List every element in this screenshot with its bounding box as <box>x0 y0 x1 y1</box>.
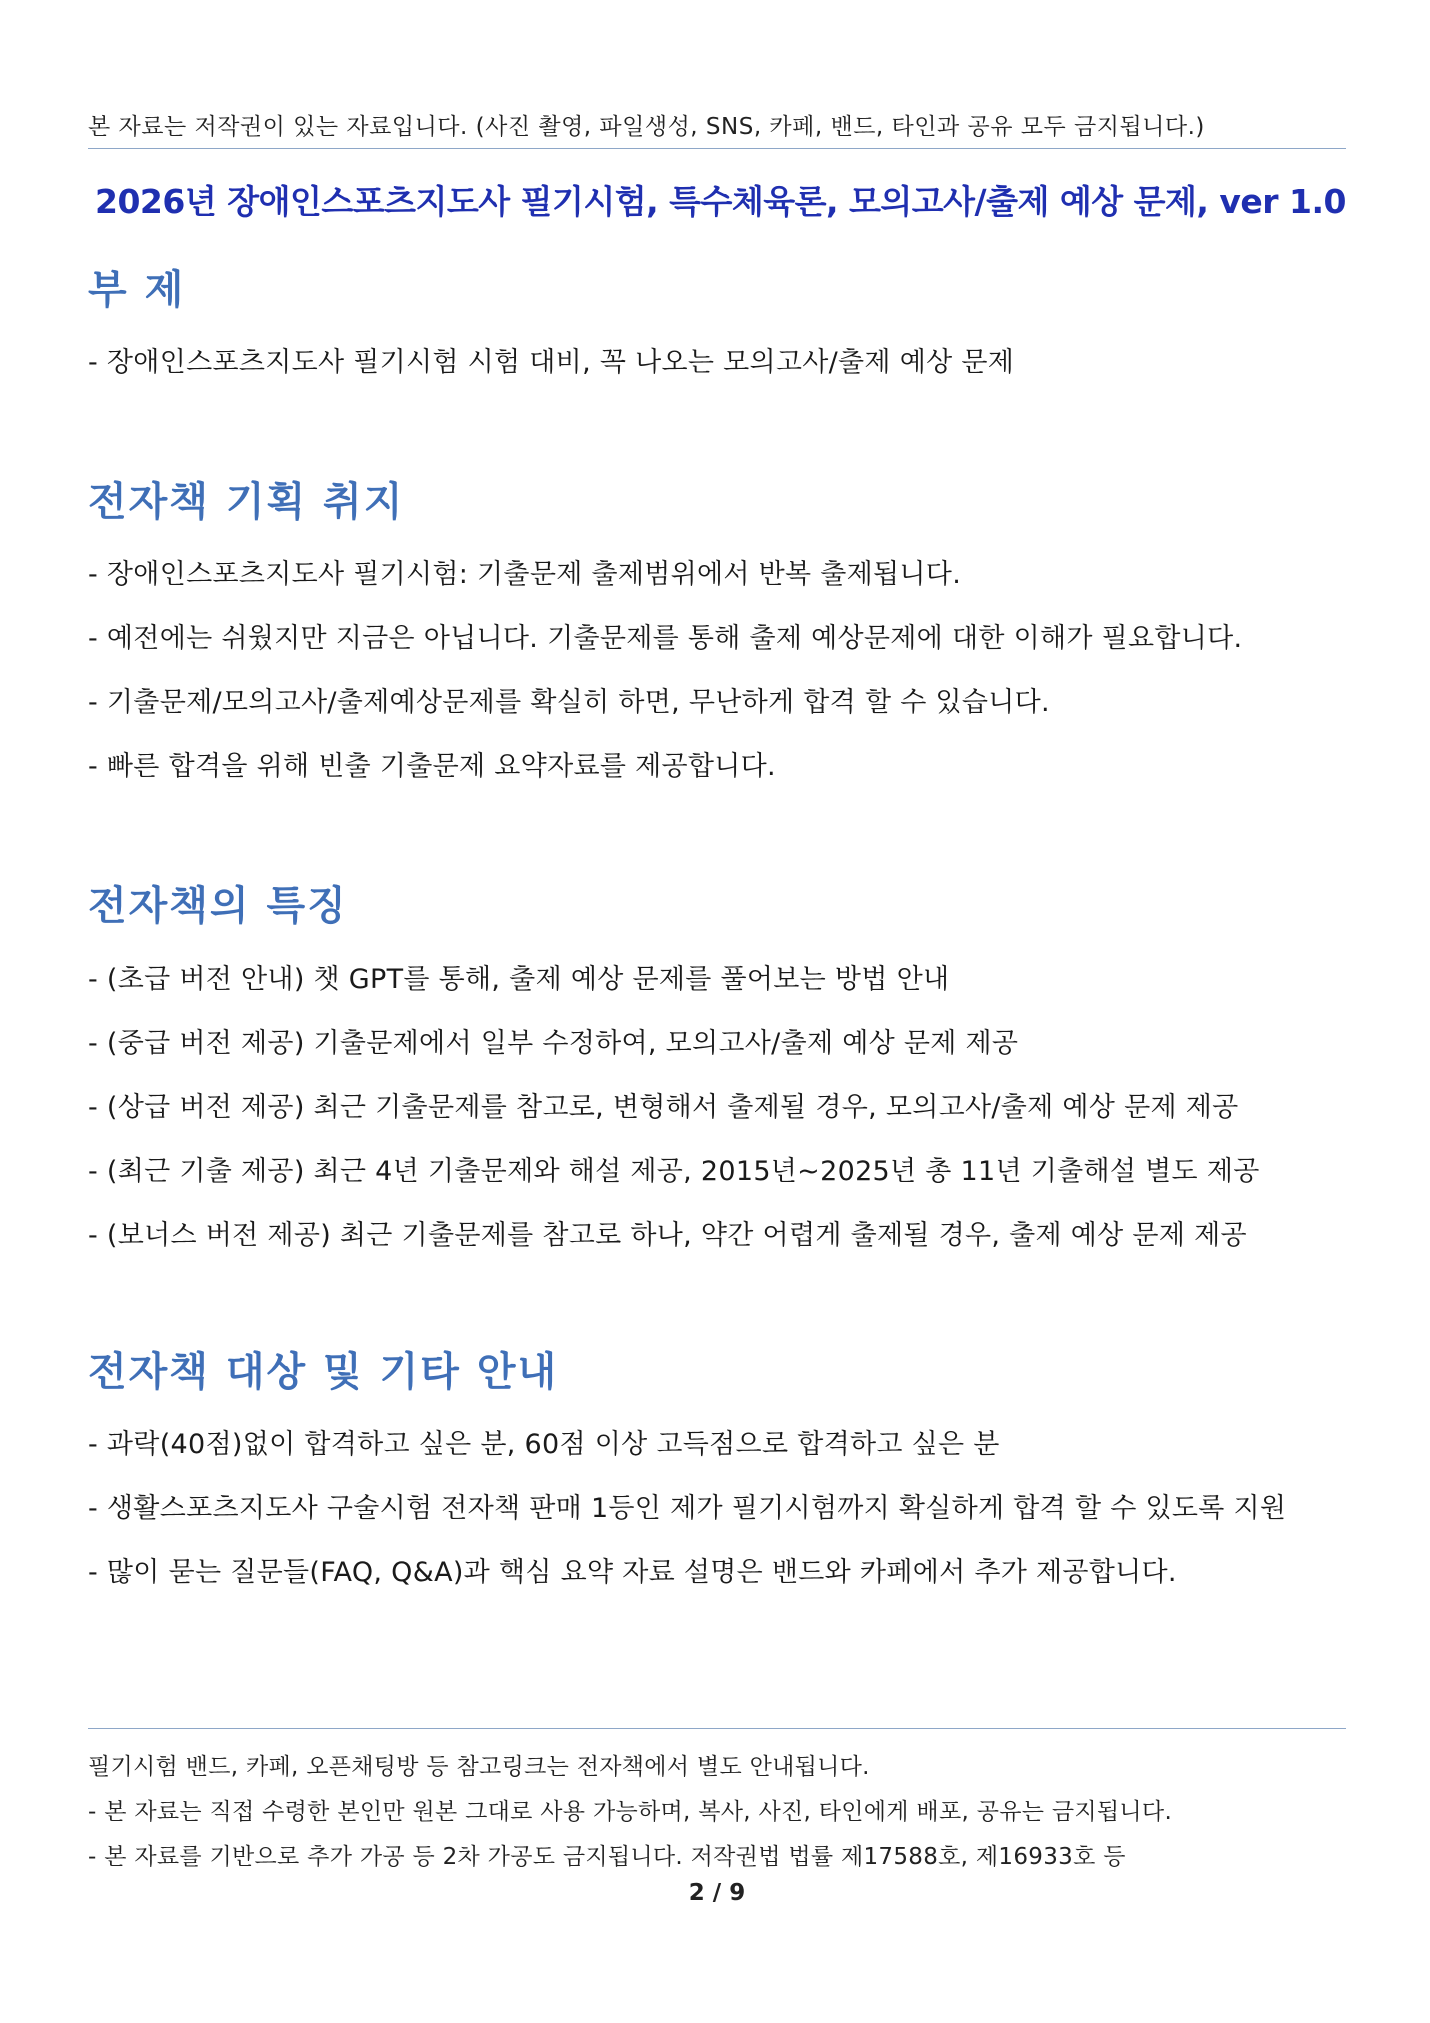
section-heading-purpose: 전자책 기획 취지 <box>88 479 405 525</box>
copyright-notice: 본 자료는 저작권이 있는 자료입니다. (사진 촬영, 파일생성, SNS, 카페, 밴드, 타인과 공유 모두 금지됩니다.) <box>88 114 1205 140</box>
page-number: 2 / 9 <box>688 1880 746 1906</box>
section-heading-audience: 전자책 대상 및 기타 안내 <box>88 1349 559 1395</box>
features-line: - (최근 기출 제공) 최근 4년 기출문제와 해설 제공, 2015년~2025년 총 11년 기출해설 별도 제공 <box>88 1156 1260 1187</box>
section-heading-features: 전자책의 특징 <box>88 883 348 929</box>
purpose-line: - 기출문제/모의고사/출제예상문제를 확실히 하면, 무난하게 합격 할 수 있습니다. <box>88 687 1050 718</box>
features-line: - (중급 버전 제공) 기출문제에서 일부 수정하여, 모의고사/출제 예상 문제 제공 <box>88 1028 1019 1059</box>
footer-line: - 본 자료는 직접 수령한 본인만 원본 그대로 사용 가능하며, 복사, 사진, 타인에게 배포, 공유는 금지됩니다. <box>88 1799 1173 1825</box>
footer-divider <box>88 1728 1346 1729</box>
footer-line: 필기시험 밴드, 카페, 오픈채팅방 등 참고링크는 전자책에서 별도 안내됩니다. <box>88 1754 870 1780</box>
footer-line: - 본 자료를 기반으로 추가 가공 등 2차 가공도 금지됩니다. 저작권법 법률 제17588호, 제16933호 등 <box>88 1844 1126 1870</box>
header-divider <box>88 148 1346 149</box>
purpose-line: - 장애인스포츠지도사 필기시험: 기출문제 출제범위에서 반복 출제됩니다. <box>88 559 962 590</box>
audience-line: - 많이 묻는 질문들(FAQ, Q&A)과 핵심 요약 자료 설명은 밴드와 카페에서 추가 제공합니다. <box>88 1557 1177 1588</box>
audience-line: - 생활스포츠지도사 구술시험 전자책 판매 1등인 제가 필기시험까지 확실하게 합격 할 수 있도록 지원 <box>88 1493 1287 1524</box>
features-line: - (상급 버전 제공) 최근 기출문제를 참고로, 변형해서 출제될 경우, 모의고사/출제 예상 문제 제공 <box>88 1092 1239 1123</box>
purpose-line: - 예전에는 쉬웠지만 지금은 아닙니다. 기출문제를 통해 출제 예상문제에 대한 이해가 필요합니다. <box>88 623 1243 654</box>
audience-line: - 과락(40점)없이 합격하고 싶은 분, 60점 이상 고득점으로 합격하고 싶은 분 <box>88 1429 1000 1460</box>
subtitle-line: - 장애인스포츠지도사 필기시험 시험 대비, 꼭 나오는 모의고사/출제 예상 문제 <box>88 347 1015 378</box>
features-line: - (초급 버전 안내) 챗 GPT를 통해, 출제 예상 문제를 풀어보는 방법 안내 <box>88 964 950 995</box>
section-heading-subtitle: 부 제 <box>88 267 186 313</box>
features-line: - (보너스 버전 제공) 최근 기출문제를 참고로 하나, 약간 어렵게 출제될 경우, 출제 예상 문제 제공 <box>88 1220 1247 1251</box>
purpose-line: - 빠른 합격을 위해 빈출 기출문제 요약자료를 제공합니다. <box>88 751 776 782</box>
document-page <box>88 0 1346 2023</box>
document-title: 2026년 장애인스포츠지도사 필기시험, 특수체육론, 모의고사/출제 예상 문제, ver 1.0 <box>94 182 1346 221</box>
